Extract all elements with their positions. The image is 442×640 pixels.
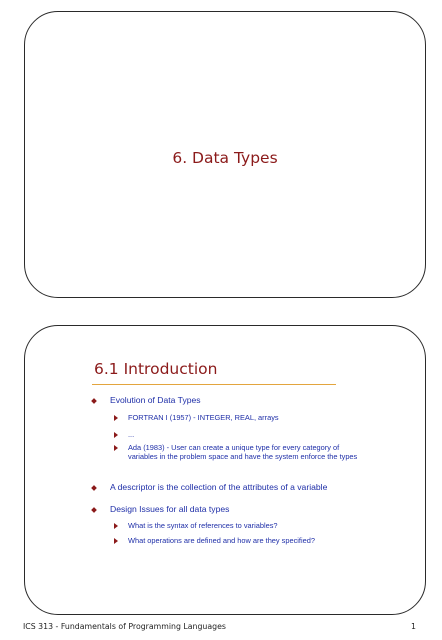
footer-course-title: ICS 313 - Fundamentals of Programming Languages	[23, 622, 226, 631]
bullet-item	[110, 395, 201, 406]
diamond-bullet-icon	[91, 398, 97, 404]
bullet-item	[110, 504, 229, 515]
sub-bullet-text: ...	[128, 430, 135, 439]
bullet-list	[25, 326, 425, 614]
triangle-bullet-icon	[114, 415, 118, 421]
triangle-bullet-icon	[114, 432, 118, 438]
sub-bullet-text: FORTRAN I (1957) - INTEGER, REAL, arrays	[128, 413, 279, 422]
sub-bullet-item	[128, 536, 364, 545]
triangle-bullet-icon	[114, 445, 118, 451]
bullet-text: Design Issues for all data types	[110, 504, 230, 514]
bullet-text: A descriptor is the collection of the attributes of a variable	[110, 482, 328, 492]
diamond-bullet-icon	[91, 507, 97, 513]
slide-1-title: 6. Data Types	[172, 149, 278, 167]
triangle-bullet-icon	[114, 523, 118, 529]
slide-2-title: 6.1 Introduction	[94, 360, 218, 378]
bullet-item	[110, 482, 327, 493]
sub-bullet-text: Ada (1983) - User can create a unique type for every category of variables in the problem space and have the system enforce the types	[128, 443, 358, 462]
sub-bullet-item	[128, 521, 364, 530]
sub-bullet-item	[128, 443, 364, 462]
slide-1	[24, 11, 426, 298]
triangle-bullet-icon	[114, 538, 118, 544]
sub-bullet-text: What operations are defined and how are they specified?	[128, 536, 315, 545]
page-number: 1	[411, 622, 416, 631]
sub-bullet-item	[128, 413, 364, 422]
diamond-bullet-icon	[91, 485, 97, 491]
sub-bullet-text: What is the syntax of references to variables?	[128, 521, 278, 530]
sub-bullet-item	[128, 430, 364, 439]
bullet-text: Evolution of Data Types	[110, 395, 201, 405]
slide-2	[24, 325, 426, 615]
